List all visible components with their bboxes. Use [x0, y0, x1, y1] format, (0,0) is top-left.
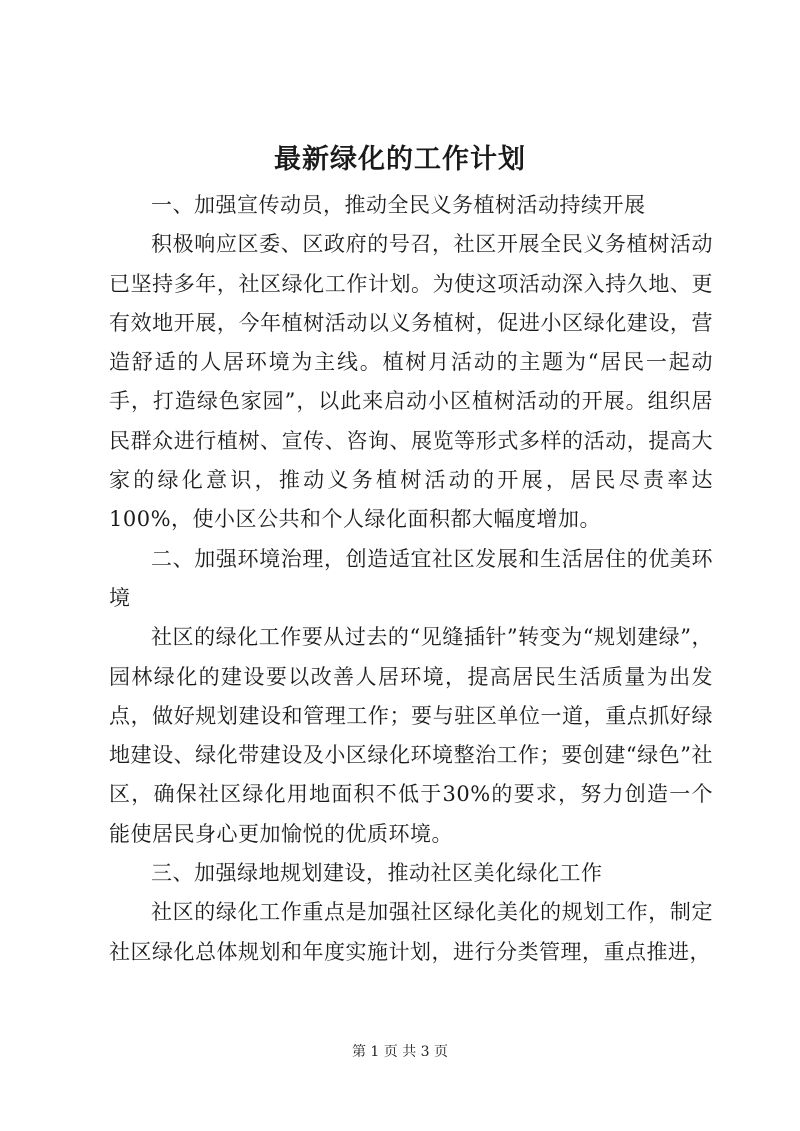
section-heading-1: 一、加强宣传动员，推动全民义务植树活动持续开展 — [151, 193, 646, 217]
paragraph-3: 社区的绿化工作重点是加强社区绿化美化的规划工作，制定社区绿化总体规划和年度实施计划，进行分类管理，重点推进， — [109, 900, 713, 964]
paragraph-2: 社区的绿化工作要从过去的“见缝插针”转变为“规划建绿”，园林绿化的建设要以改善人居环境，提高居民生活质量为出发点，做好规划建设和管理工作；要与驻区单位一道，重点抓好绿地建设、绿化带建设及小区绿化环境整治工作；要创建“绿色”社区，确保社区绿化用地面积不低于30%的要求，努力创造一个能使居民身心更加愉悦的优质环境。 — [109, 625, 713, 846]
section-heading-2: 二、加强环境治理，创造适宜社区发展和生活居住的优美环境 — [109, 546, 713, 610]
section-heading-3: 三、加强绿地规划建设，推动社区美化绿化工作 — [151, 861, 603, 886]
paragraph-1: 积极响应区委、区政府的号召，社区开展全民义务植树活动已坚持多年，社区绿化工作计划。为使这项活动深入持久地、更有效地开展，今年植树活动以义务植树，促进小区绿化建设，营造舒适的人居环境为主线。植树月活动的主题为“居民一起动手，打造绿色家园”，以此来启动小区植树活动的开展。组织居民群众进行植树、宣传、咨询、展览等形式多样的活动，提高大家的绿化意识，推动义务植树活动的开展，居民尽责率达100%，使小区公共和个人绿化面积都大幅度增加。 — [109, 232, 713, 532]
document-body — [109, 186, 713, 972]
page-number-footer: 第 1 页 共 3 页 — [351, 1044, 449, 1060]
document-title: 最新绿化的工作计划 — [274, 144, 526, 175]
